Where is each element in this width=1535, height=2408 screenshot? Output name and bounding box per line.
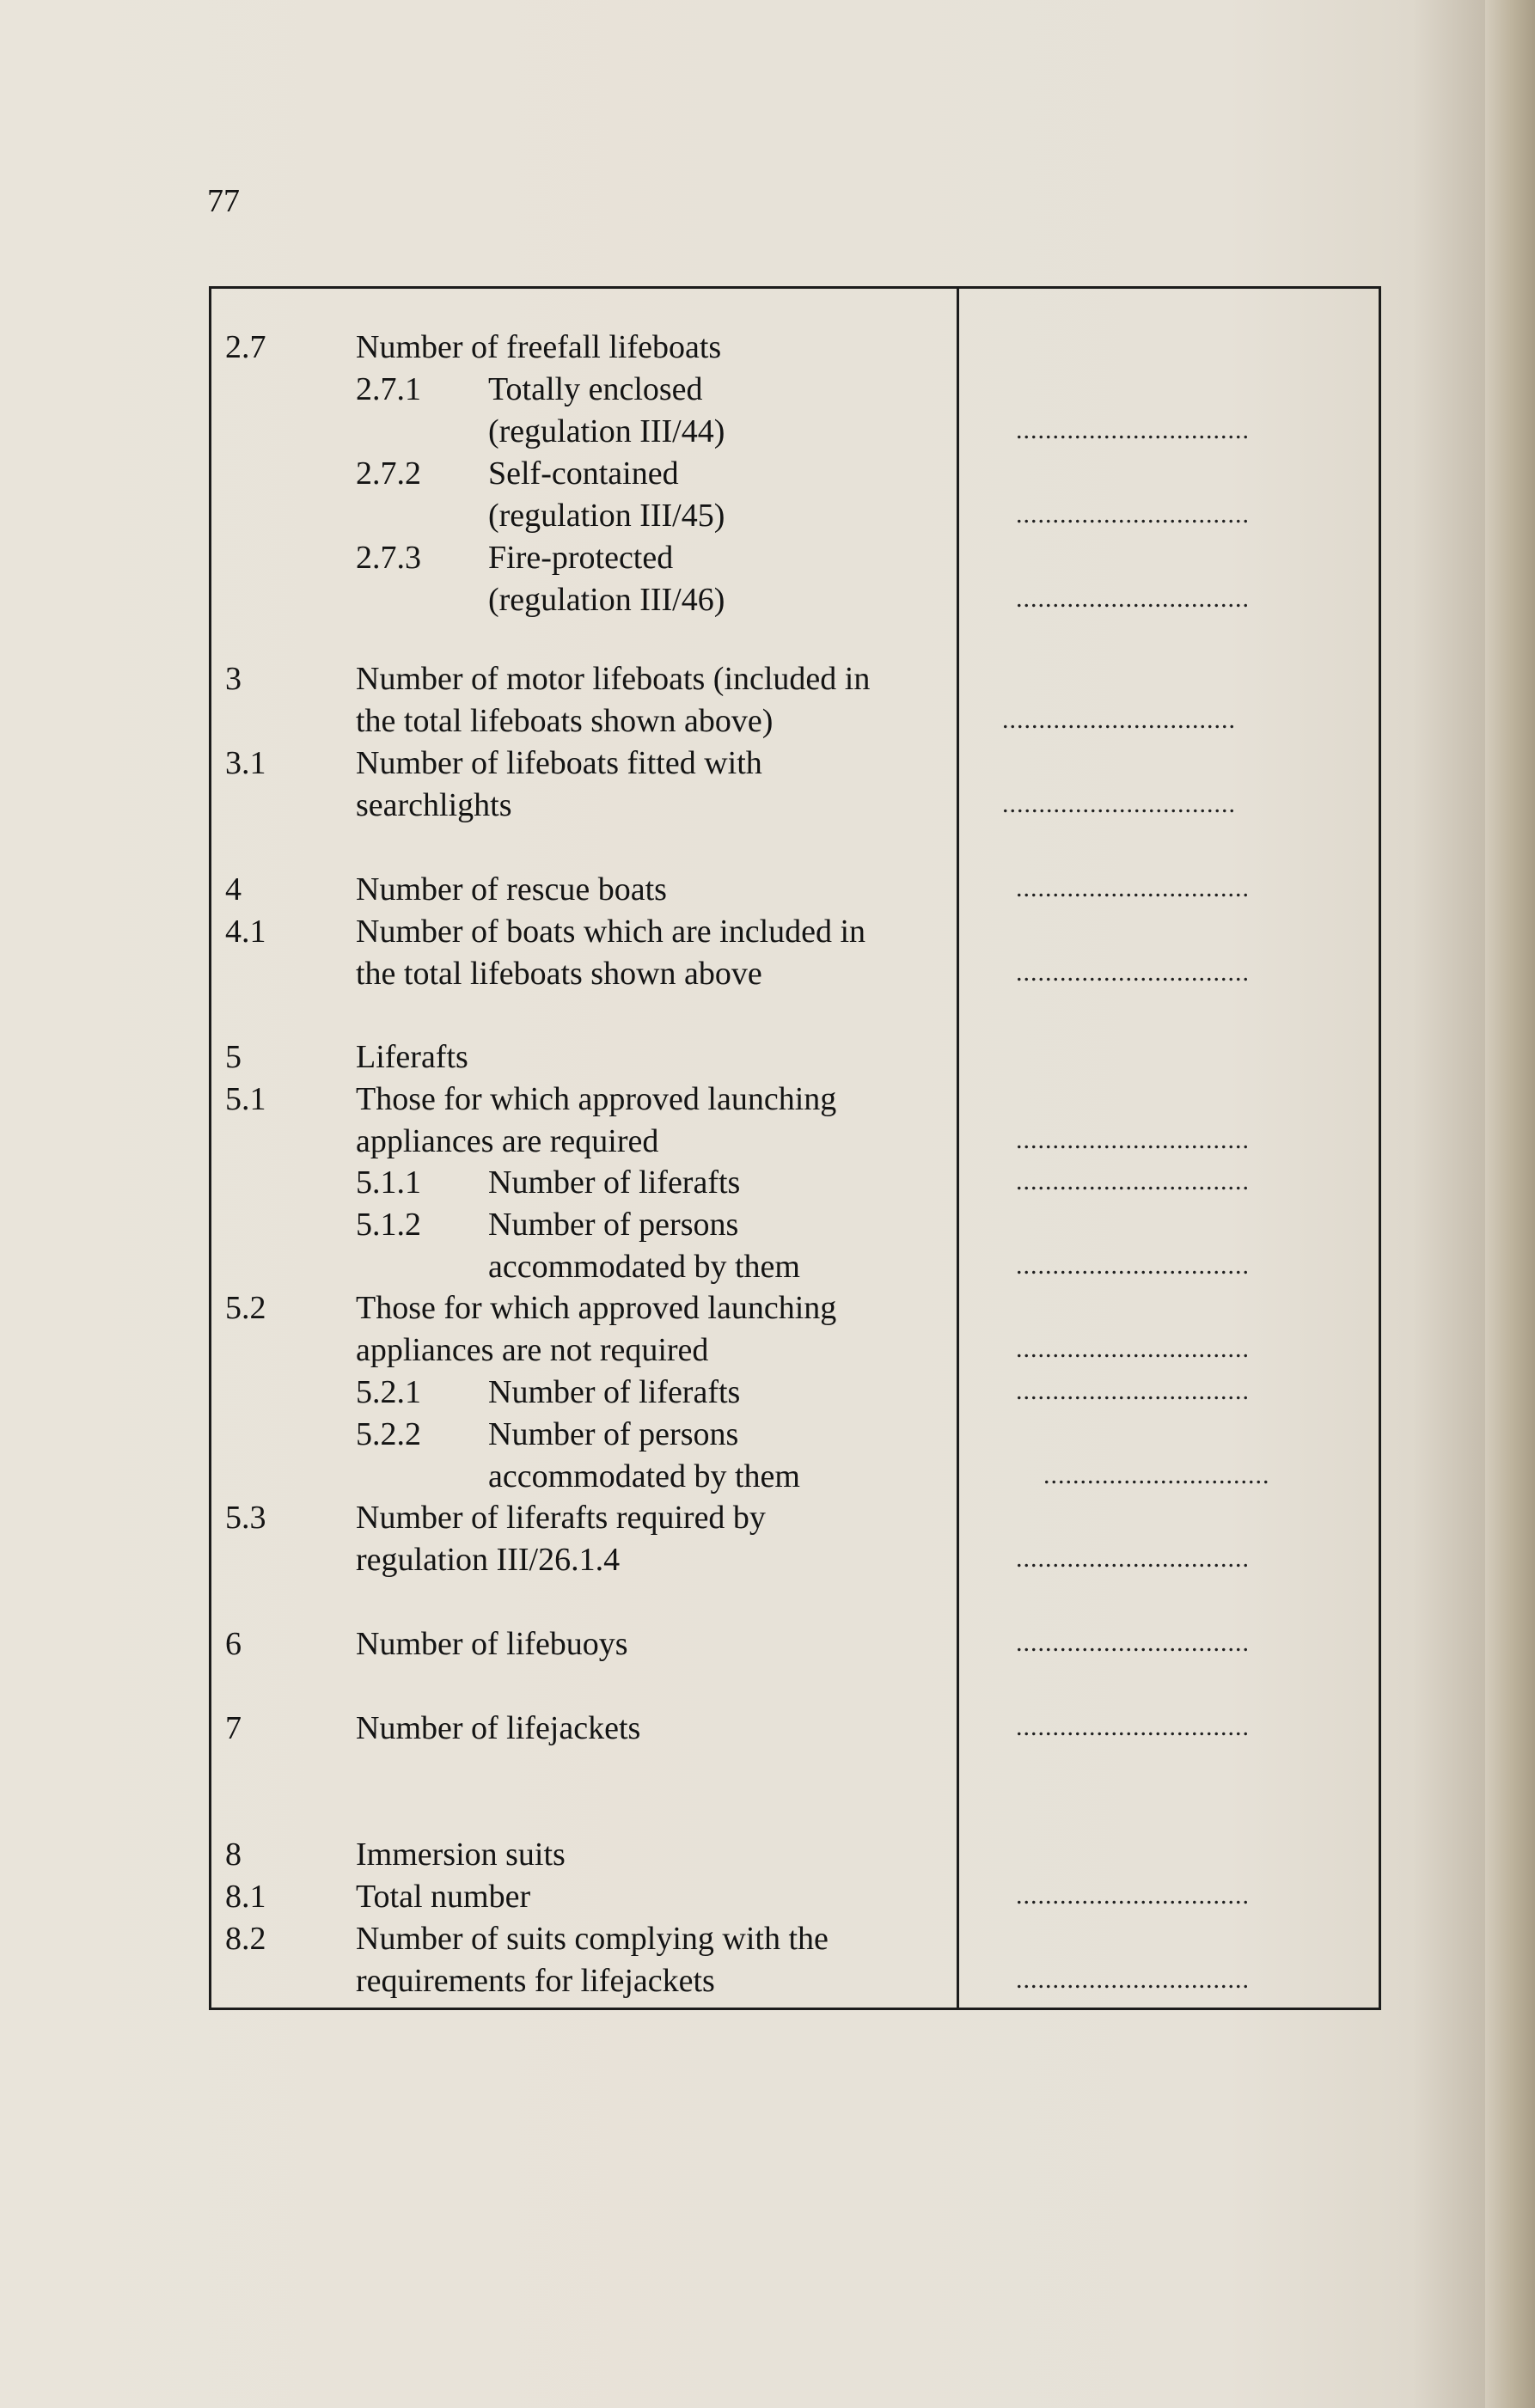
item-text: Number of liferafts: [488, 1374, 741, 1410]
item-text: accommodated by them: [488, 1458, 800, 1494]
item-text: Number of persons: [488, 1207, 739, 1243]
item-text: the total lifeboats shown above: [356, 956, 762, 992]
item-number: 3: [225, 661, 242, 697]
fill-in-dotted-line: ................................: [1002, 790, 1236, 818]
item-text: Number of rescue boats: [356, 871, 667, 908]
item-text: Number of motor lifeboats (included in: [356, 661, 871, 697]
item-text: searchlights: [356, 787, 512, 823]
item-text: Number of freefall lifeboats: [356, 329, 722, 365]
fill-in-dotted-line: ................................: [1016, 1965, 1250, 1994]
item-text: (regulation III/46): [488, 582, 725, 618]
item-text: Fire-protected: [488, 540, 674, 576]
fill-in-dotted-line: ................................: [1016, 1251, 1250, 1280]
item-text: Number of lifebuoys: [356, 1626, 628, 1662]
item-number: 2.7.3: [356, 540, 421, 576]
fill-in-dotted-line: ................................: [1016, 1335, 1250, 1363]
item-number: 2.7: [225, 329, 266, 365]
item-text: (regulation III/44): [488, 413, 725, 449]
item-text: Immersion suits: [356, 1837, 566, 1873]
column-divider: [957, 286, 959, 2010]
item-text: Total number: [356, 1879, 531, 1915]
item-text: Number of suits complying with the: [356, 1921, 829, 1957]
fill-in-dotted-line: ................................: [1016, 1126, 1250, 1154]
item-text: regulation III/26.1.4: [356, 1542, 621, 1578]
item-text: Those for which approved launching: [356, 1081, 837, 1117]
page-number: 77: [207, 183, 240, 219]
fill-in-dotted-line: ................................: [1016, 584, 1250, 613]
item-number: 5.2: [225, 1290, 266, 1326]
item-text: Number of lifejackets: [356, 1710, 641, 1746]
item-text: Totally enclosed: [488, 371, 703, 407]
item-number: 3.1: [225, 745, 266, 781]
item-text: Number of persons: [488, 1416, 739, 1452]
fill-in-dotted-line: ................................: [1016, 958, 1250, 987]
item-number: 8.1: [225, 1879, 266, 1915]
item-number: 8: [225, 1837, 242, 1873]
item-text: appliances are required: [356, 1123, 659, 1159]
item-text: Number of liferafts: [488, 1164, 741, 1201]
fill-in-dotted-line: ................................: [1016, 1167, 1250, 1195]
fill-in-dotted-line: ................................: [1002, 706, 1236, 734]
item-number: 5: [225, 1039, 242, 1075]
fill-in-dotted-line: ................................: [1016, 416, 1250, 444]
fill-in-dotted-line: ................................: [1016, 1544, 1250, 1573]
item-number: 6: [225, 1626, 242, 1662]
item-number: 4.1: [225, 914, 266, 950]
item-text: (regulation III/45): [488, 498, 725, 534]
fill-in-dotted-line: ................................: [1016, 1881, 1250, 1910]
item-number: 4: [225, 871, 242, 908]
item-text: Number of liferafts required by: [356, 1500, 766, 1536]
fill-in-dotted-line: ................................: [1016, 500, 1250, 529]
book-spine-edge: [1485, 0, 1535, 2408]
item-text: appliances are not required: [356, 1332, 709, 1368]
item-text: the total lifeboats shown above): [356, 703, 774, 739]
item-number: 5.1.2: [356, 1207, 421, 1243]
item-text: Liferafts: [356, 1039, 468, 1075]
item-text: accommodated by them: [488, 1249, 800, 1285]
fill-in-dotted-line: ................................: [1016, 1629, 1250, 1657]
item-text: Number of lifeboats fitted with: [356, 745, 762, 781]
fill-in-dotted-line: ................................: [1016, 1377, 1250, 1405]
fill-in-dotted-line: ................................: [1016, 874, 1250, 902]
item-text: Self-contained: [488, 455, 679, 492]
item-number: 5.2.1: [356, 1374, 421, 1410]
item-number: 5.3: [225, 1500, 266, 1536]
item-text: requirements for lifejackets: [356, 1963, 715, 1999]
fill-in-dotted-line: ................................: [1016, 1713, 1250, 1741]
fill-in-dotted-line: ...............................: [1043, 1461, 1270, 1489]
item-number: 7: [225, 1710, 242, 1746]
item-number: 5.2.2: [356, 1416, 421, 1452]
item-number: 8.2: [225, 1921, 266, 1957]
item-number: 2.7.1: [356, 371, 421, 407]
item-number: 5.1: [225, 1081, 266, 1117]
item-number: 5.1.1: [356, 1164, 421, 1201]
item-number: 2.7.2: [356, 455, 421, 492]
item-text: Number of boats which are included in: [356, 914, 866, 950]
item-text: Those for which approved launching: [356, 1290, 837, 1326]
